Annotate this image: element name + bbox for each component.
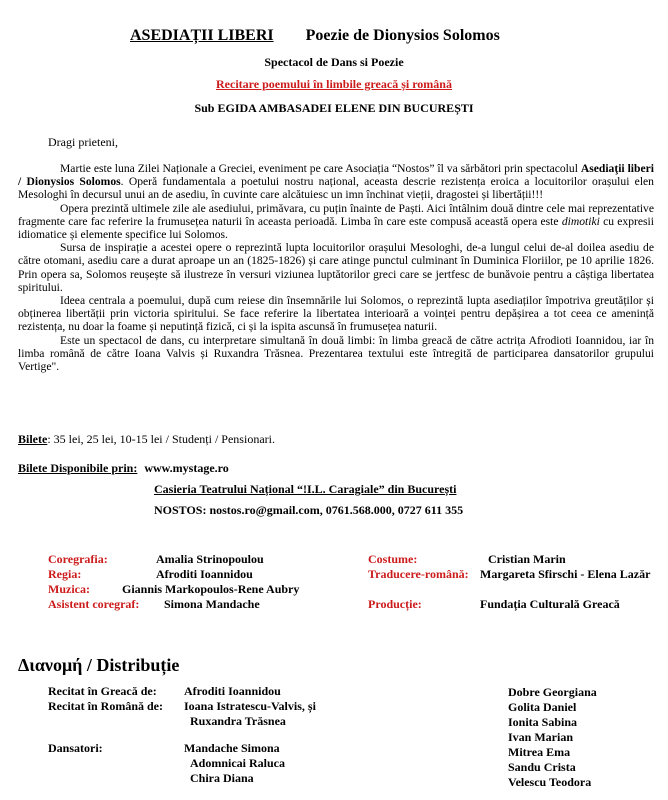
recitat-romana-name: Ruxandra Trăsnea bbox=[190, 714, 286, 728]
dancer-name: Adomnicai Raluca bbox=[190, 756, 286, 770]
paragraph: Ideea centrala a poemului, după cum reiese din însemnările lui Solomos, o reprezintă lupta asediaților împotriva greutăților și obținerea libertății prin victoria spiritului. Se face referire la libertatea interioară a voinței pentru depășirea a tot ceea ce amenință rezistența, nu doar la foame și neputință fizică, ci și la ispita ascunsă în frumusețea naturii. bbox=[18, 294, 654, 334]
tickets-avail-label: Bilete Disponibile prin: bbox=[18, 461, 138, 475]
recitat-romana-name: Ioana Istratescu-Valvis, și bbox=[184, 699, 316, 713]
credit-role: Regia: bbox=[48, 567, 82, 581]
paragraph-text: . Operă fundamentala a poetului nostru național, aceasta descrie rezistența eroica a locuitorilor orașului elen Mesologhi în decursul unui an de asediu, în cuvinte care alcătuiesc un imn închinat vieții, dragostei și libertății!!! bbox=[18, 175, 654, 202]
credit-name: Margareta Sfirschi - Elena Lazăr bbox=[480, 567, 651, 581]
contact-line: NOSTOS: nostos.ro@gmail.com, 0761.568.000, 0727 611 355 bbox=[154, 503, 464, 517]
credit-name: Simona Mandache bbox=[164, 597, 260, 611]
dancer-name: Mitrea Ema bbox=[508, 745, 571, 759]
dancer-name: Dobre Georgiana bbox=[508, 685, 597, 699]
credit-role: Coregrafia: bbox=[48, 552, 108, 566]
paragraph: Este un spectacol de dans, cu interpretare simultană în două limbi: în limba greacă de către actrița Afrodioti Ioannidou, iar în limba română de către Ioana Valvis și Ruxandra Trăsnea. Prezentarea textului este întregită de participarea dansatorilor grupului Vertige". bbox=[18, 333, 654, 374]
credit-name: Amalia Strinopoulou bbox=[156, 552, 264, 566]
tickets-prices bbox=[18, 432, 275, 447]
dancer-name: Mandache Simona bbox=[184, 741, 280, 755]
recitat-greaca-name: Afroditi Ioannidou bbox=[184, 684, 281, 698]
credit-name: Cristian Marin bbox=[488, 552, 566, 566]
page-title bbox=[130, 27, 500, 45]
title-main: ASEDIAȚII LIBERI bbox=[130, 27, 274, 44]
paragraph-text: Martie este luna Zilei Naționale a Greciei, eveniment pe care Asociația “Nostos” îl va sărbători prin spectacolul bbox=[60, 162, 581, 175]
credit-name: Giannis Markopoulos-Rene Aubry bbox=[122, 582, 300, 596]
greeting: Dragi prieteni, bbox=[48, 135, 118, 149]
paragraph-bold: Asediaţii liberi / Dionysios Solomos bbox=[18, 162, 654, 189]
dancer-name: Ionita Sabina bbox=[508, 715, 578, 729]
credit-role: Costume: bbox=[368, 552, 418, 566]
credit-name: Fundația Culturală Greacă bbox=[480, 597, 620, 611]
paragraph bbox=[18, 162, 654, 202]
recitat-romana-label: Recitat în Română de: bbox=[48, 699, 163, 713]
recital-note bbox=[0, 77, 668, 92]
dancer-name: Sandu Crista bbox=[508, 760, 576, 774]
credit-name: Afroditi Ioannidou bbox=[156, 567, 253, 581]
paragraph-italic: dimotiki bbox=[561, 214, 600, 228]
dancer-name: Golita Daniel bbox=[508, 700, 577, 714]
paragraph-text: cu expresii idiomatice și elemente specifice lui Solomos. bbox=[18, 214, 654, 242]
paragraph: Sursa de inspirație a acestei opere o reprezintă lupta locuitorilor orașului Mesologhi, de-a lungul celui de-al doilea asediu de către otomani, asediu care a durat aproape un an (1825-1826) și care atinge punctul culminant în Duminica Floriilor, pe 10 aprilie 1826. Prin opera sa, Solomos reușește să ilustreze în versuri viziunea luptătorilor greci care se jertfesc de bunăvoie pentru a câștiga libertatea spiritului. bbox=[18, 241, 654, 294]
letter-body bbox=[18, 162, 654, 373]
tickets-availability bbox=[18, 461, 229, 476]
credit-role: Producție: bbox=[368, 597, 422, 611]
dansatori-label: Dansatori: bbox=[48, 741, 103, 755]
recitat-greaca-label: Recitat în Greacă de: bbox=[48, 684, 157, 698]
subtitle: Spectacol de Dans si Poezie bbox=[264, 55, 404, 69]
credit-role: Traducere-română: bbox=[368, 567, 469, 581]
title-poet: Poezie de Dionysios Solomos bbox=[305, 27, 500, 44]
paragraph bbox=[18, 202, 654, 242]
casieria-line: Casieria Teatrului Național “!I.L. Caragiale” din București bbox=[154, 482, 457, 496]
paragraph-text: Opera prezintă ultimele zile ale asediului, primăvara, cu puțin înainte de Paști. Aici întâlnim două dintre cele mai reprezentative fragmente care fac referire la frumusețea naturii în aceasta perioadă. Limba în care este compusă această opera este bbox=[18, 201, 654, 228]
dancer-name: Chira Diana bbox=[190, 771, 254, 785]
tickets-site-link[interactable]: www.mystage.ro bbox=[144, 461, 229, 475]
tickets-price-text: : 35 lei, 25 lei, 10-15 lei / Studenți / Pensionari. bbox=[47, 432, 275, 446]
tickets-label: Bilete bbox=[18, 432, 48, 446]
dancer-name: Velescu Teodora bbox=[508, 775, 592, 789]
egida-line: Sub EGIDA AMBASADEI ELENE DIN BUCUREȘTI bbox=[194, 101, 474, 115]
credit-role: Muzica: bbox=[48, 582, 90, 596]
recital-text: Recitare poemului în limbile greacă și română bbox=[216, 77, 452, 91]
distributie-heading: Διανομή / Distribuție bbox=[18, 655, 180, 675]
dancer-name: Ivan Marian bbox=[508, 730, 574, 744]
credit-role: Asistent coregraf: bbox=[48, 597, 140, 611]
